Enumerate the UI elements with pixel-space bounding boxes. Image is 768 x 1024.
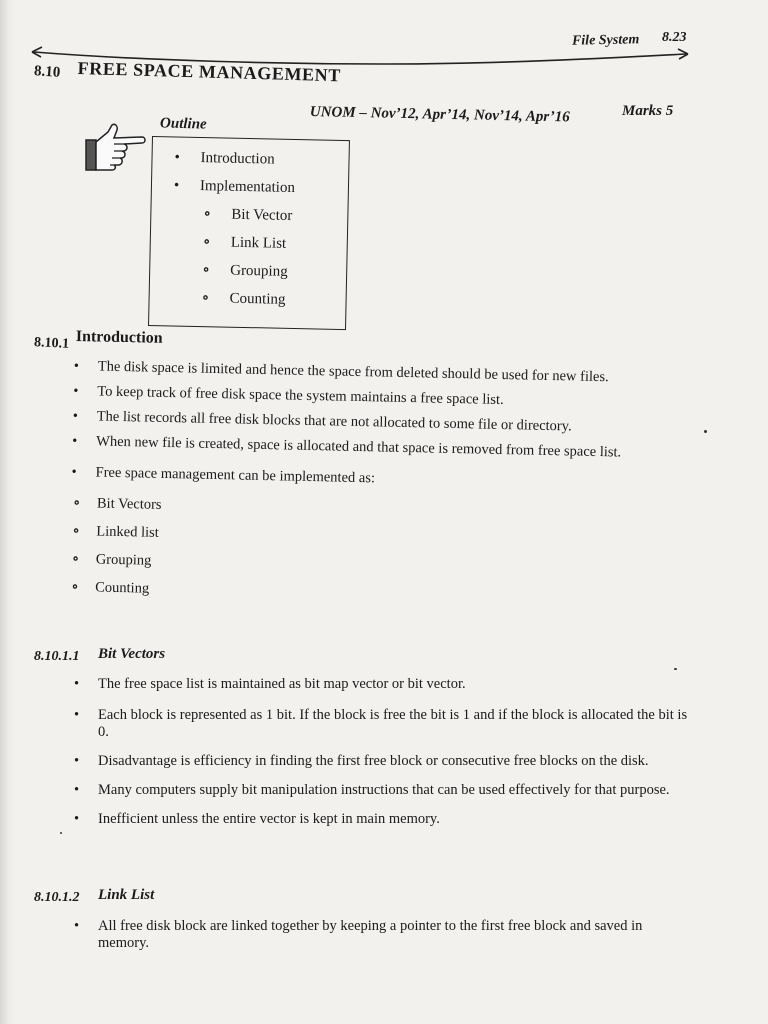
outline-item: • Introduction [152, 143, 349, 175]
outline-list [149, 137, 349, 315]
page-number: 8.23 [662, 30, 687, 45]
outline-subitem: ∘ Link List [151, 227, 348, 259]
intro-bullet: • The list records all free disk blocks that are not allocated to some file or directory. [73, 408, 693, 438]
scan-speck [704, 430, 707, 433]
scan-speck [60, 832, 62, 834]
outline-subitem: ∘ Grouping [150, 255, 347, 287]
subsection-number: 8.10.1 [33, 335, 70, 352]
intro-bullet-list [69, 358, 694, 614]
intro-bullet: • To keep track of free disk space the system maintains a free space list. [73, 383, 693, 413]
outline-box [148, 136, 350, 330]
running-header-chapter: File System [571, 32, 640, 49]
heading-number: 8.10.1.1 [34, 649, 80, 664]
outline-label: Outline [159, 115, 207, 133]
exam-reference: UNOM – Nov’12, Apr’14, Nov’14, Apr’16 [309, 104, 570, 126]
bit-vector-bullet: • The free space list is maintained as bit map vector or bit vector. [74, 676, 694, 693]
outline-item: • Implementation [152, 171, 349, 203]
heading-number: 8.10.1.2 [34, 890, 80, 905]
method-item: ∘ Grouping [69, 545, 689, 586]
bit-vector-bullet: • Each block is represented as 1 bit. If the block is free the bit is 1 and if the block is allocated the bit is 0. [74, 707, 694, 741]
method-item: ∘ Counting [69, 573, 689, 614]
bit-vector-bullet: • Disadvantage is efficiency in finding the first free block or consecutive free blocks on the disk. [74, 753, 694, 770]
intro-bullet: • When new file is created, space is allocated and that space is removed from free space list. [72, 433, 692, 463]
section-title: FREE SPACE MANAGEMENT [77, 58, 342, 86]
bit-vector-bullet: • Many computers supply bit manipulation instructions that can be used effectively for that purpose. [74, 782, 694, 799]
intro-bullet: • The disk space is limited and hence the space from deleted should be used for new files. [74, 358, 694, 388]
method-item: ∘ Bit Vectors [71, 489, 691, 530]
section-number: 8.10 [33, 63, 61, 81]
link-list-bullet-list [74, 918, 694, 962]
bit-vectors-bullet-list [74, 676, 694, 838]
scan-speck [674, 668, 677, 670]
method-item: ∘ Linked list [70, 517, 690, 558]
heading-title: Bit Vectors [98, 646, 166, 662]
methods-list [69, 489, 691, 614]
intro-bullet: • Free space management can be implemented as: [71, 464, 691, 494]
marks-label: Marks 5 [622, 103, 674, 119]
subsection-title: Introduction [75, 328, 163, 347]
heading-title: Link List [98, 887, 155, 903]
page-edge [0, 0, 14, 1024]
link-list-bullet: • All free disk block are linked together by keeping a pointer to the first free block and saved in memory. [74, 918, 694, 952]
outline-subitem: ∘ Counting [149, 283, 346, 315]
pointing-hand-icon [84, 122, 148, 178]
outline-subitem: ∘ Bit Vector [151, 199, 348, 231]
bit-vector-bullet: • Inefficient unless the entire vector is kept in main memory. [74, 811, 694, 828]
